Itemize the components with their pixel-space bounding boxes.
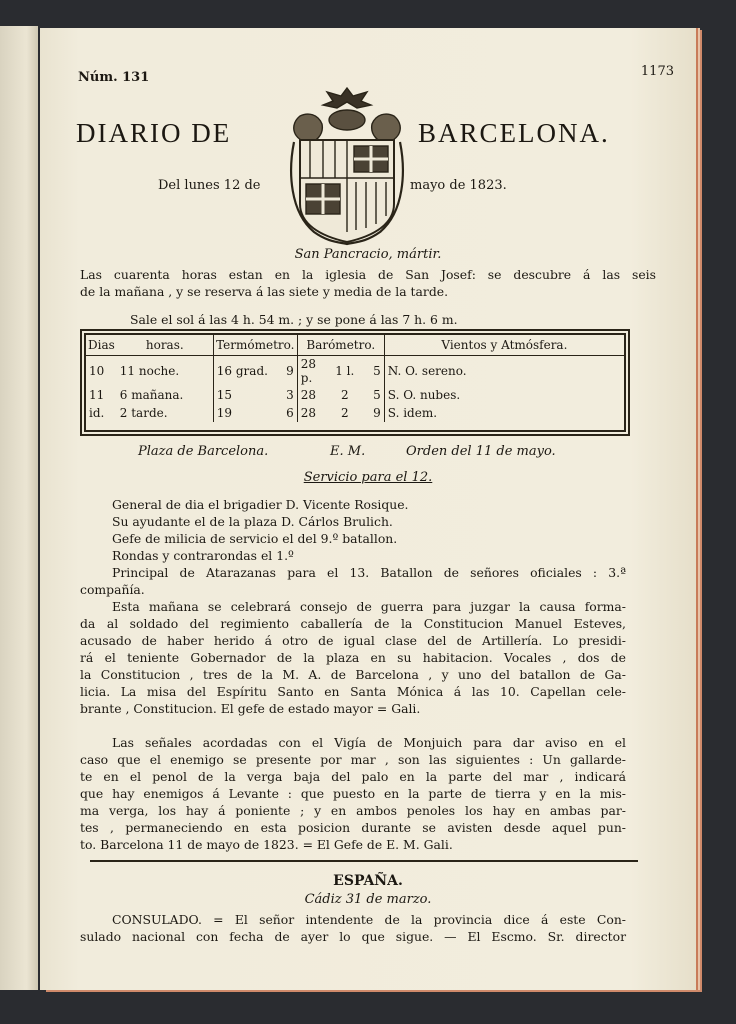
date-left: Del lunes 12 de: [158, 178, 261, 193]
senales-line-5: ma verga, los hay á poniente ; y en ambos penoles los hay en ambas par-: [80, 803, 626, 818]
weather-bar-frac: 9: [362, 404, 385, 422]
weather-therm: 15: [216, 388, 233, 402]
weather-row: [86, 356, 624, 387]
consejo-line-4: rá el teniente Gobernador de la plaza en su habitacion. Vocales , dos de: [80, 650, 626, 665]
weather-wind: S. O. nubes.: [387, 388, 461, 402]
servicio-heading: Servicio para el 12.: [303, 470, 433, 485]
weather-bar-p: 28 p.: [300, 357, 317, 385]
barcelona-coat-of-arms-icon: [286, 82, 408, 246]
weather-row: [86, 404, 624, 422]
consejo-line-6: licia. La misa del Espíritu Santo en Santa Mónica á las 10. Capellan cele-: [80, 684, 626, 699]
masthead-title-right: BARCELONA.: [418, 118, 610, 148]
espana-place: Cádiz 31 de marzo.: [304, 892, 432, 907]
weather-bar-frac: 5: [362, 386, 385, 404]
weather-bar-p: 28: [300, 406, 317, 420]
weather-header-days: Dias: [86, 335, 117, 356]
senales-line-7: to. Barcelona 11 de mayo de 1823. = El Gefe de E. M. Gali.: [80, 837, 453, 852]
weather-day: 11: [89, 388, 105, 402]
servicio-line-5: Principal de Atarazanas para el 13. Batallon de señores oficiales : 3.ª: [112, 565, 626, 580]
senales-line-1: Las señales acordadas con el Vigía de Monjuich para dar aviso en el: [112, 735, 626, 750]
consejo-line-5: la Constitucion , tres de la M. A. de Barcelona , y uno del batallon de Ga-: [80, 667, 626, 682]
section-divider: [90, 860, 638, 862]
weather-header-winds: Vientos y Atmósfera.: [384, 335, 624, 356]
forty-hours-line-1: Las cuarenta horas estan en la iglesia de San Josef: se descubre á las seis: [80, 267, 656, 282]
weather-therm: 16 grad.: [216, 364, 268, 378]
weather-bar-l: 1 l.: [335, 364, 355, 378]
senales-line-6: tes , permaneciendo en esta posicion durante se avisten desde aquel pun-: [80, 820, 626, 835]
weather-row: [86, 386, 624, 404]
servicio-line-1: General de dia el brigadier D. Vicente Rosique.: [112, 497, 409, 512]
weather-wind: N. O. sereno.: [387, 364, 467, 378]
forty-hours-line-2: de la mañana , y se reserva á las siete y media de la tarde.: [80, 284, 449, 299]
weather-bar-frac: 5: [362, 356, 385, 387]
newspaper-page: [40, 28, 696, 990]
weather-header-barometer: Barómetro.: [297, 335, 384, 356]
saint-of-day: San Pancracio, mártir.: [294, 247, 442, 262]
weather-hour: 11 noche.: [117, 356, 214, 387]
espana-line-1: CONSULADO. = El señor intendente de la provincia dice á este Con-: [112, 912, 626, 927]
orden-date: Orden del 11 de mayo.: [406, 444, 556, 459]
consejo-line-3: acusado de haber herido á otro de igual clase del de Artillería. Lo presidi-: [80, 633, 626, 648]
issue-number: Núm. 131: [78, 70, 150, 85]
weather-therm-frac: 9: [275, 356, 298, 387]
plaza-em: E. M.: [330, 444, 366, 459]
date-right: mayo de 1823.: [410, 178, 507, 193]
left-page-edge: [0, 26, 38, 990]
weather-day: id.: [89, 406, 105, 420]
plaza-heading: Plaza de Barcelona.: [138, 444, 269, 459]
espana-line-2: sulado nacional con fecha de ayer lo que sigue. — El Escmo. Sr. director: [80, 929, 626, 944]
weather-therm-frac: 6: [275, 404, 298, 422]
consejo-line-7: brante , Constitucion. El gefe de estado mayor = Gali.: [80, 701, 421, 716]
senales-line-4: que hay enemigos á Levante : que puesto en la parte de tierra y en la mis-: [80, 786, 626, 801]
senales-line-2: caso que el enemigo se presente por mar , son las siguientes : Un gallarde-: [80, 752, 626, 767]
senales-line-3: te en el penol de la verga baja del palo en la parte del mar , indicará: [80, 769, 626, 784]
sun-times: Sale el sol á las 4 h. 54 m. ; y se pone á las 7 h. 6 m.: [130, 312, 458, 327]
page-number: 1173: [640, 64, 674, 79]
weather-header-hours: horas.: [117, 335, 214, 356]
weather-day: 10: [89, 364, 105, 378]
weather-therm: 19: [216, 406, 233, 420]
servicio-line-6: compañía.: [80, 582, 145, 597]
weather-hour: 6 mañana.: [117, 386, 214, 404]
masthead-title-left: DIARIO DE: [76, 118, 232, 148]
consejo-line-2: da al soldado del regimiento caballería de la Constitucion Manuel Esteves,: [80, 616, 626, 631]
weather-therm-frac: 3: [275, 386, 298, 404]
weather-header-thermometer: Termómetro.: [213, 335, 297, 356]
servicio-line-4: Rondas y contrarondas el 1.º: [112, 548, 294, 563]
weather-hour: 2 tarde.: [117, 404, 214, 422]
servicio-line-3: Gefe de milicia de servicio el del 9.º batallon.: [112, 531, 398, 546]
weather-bar-l: 2: [340, 406, 349, 420]
espana-heading: ESPAÑA.: [333, 873, 403, 889]
weather-bar-p: 28: [300, 388, 317, 402]
weather-wind: S. idem.: [387, 406, 438, 420]
weather-bar-l: 2: [340, 388, 349, 402]
weather-table: [84, 333, 626, 432]
servicio-line-2: Su ayudante el de la plaza D. Cárlos Brulich.: [112, 514, 393, 529]
consejo-line-1: Esta mañana se celebrará consejo de guerra para juzgar la causa forma-: [112, 599, 626, 614]
